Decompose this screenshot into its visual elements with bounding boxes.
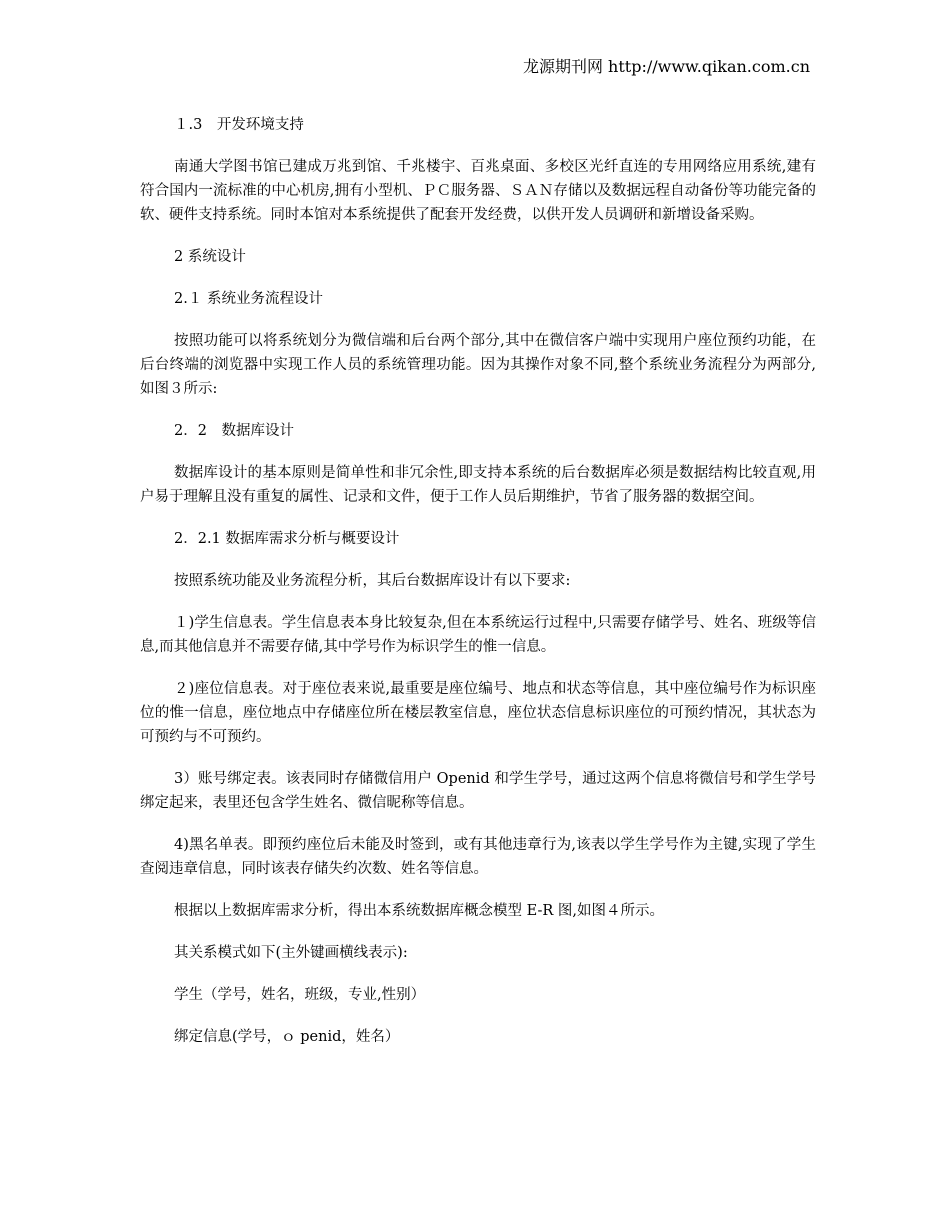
paragraph-dev-environment: 南通大学图书馆已建成万兆到馆、千兆楼宇、百兆桌面、多校区光纤直连的专用网络应用系统,建有符合国内一流标准的中心机房,拥有小型机、ＰＣ服务器、ＳＡＮ存储以及数据远程自动备份等功能完备的软、硬件支持系统。同时本馆对本系统提供了配套开发经费，以供开发人员调研和新增设备采购。 [140,159,816,223]
paragraph-blacklist-table: 4)黑名单表。即预约座位后未能及时签到，或有其他违章行为,该表以学生学号作为主键,实现了学生查阅违章信息，同时该表存储失约次数、姓名等信息。 [140,837,816,877]
page-header-source: 龙源期刊网 http://www.qikan.com.cn [522,57,810,76]
paragraph-requirements-intro: 按照系统功能及业务流程分析，其后台数据库设计有以下要求: [174,573,571,589]
section-heading-2-2-1: 2．2.1 数据库需求分析与概要设计 [174,531,400,547]
article-body [140,113,816,1067]
section-heading-2: 2 系统设计 [174,249,246,265]
paragraph-db-principles: 数据库设计的基本原则是简单性和非冗余性,即支持本系统的后台数据库必须是数据结构比较直观,用户易于理解且没有重复的属性、记录和文件，便于工作人员后期维护，节省了服务器的数据空间。 [140,465,816,505]
section-heading-2-1: 2.１ 系统业务流程设计 [174,291,323,307]
paragraph-relation-schema: 其关系模式如下(主外键画横线表示): [174,945,408,961]
paragraph-seat-table: ２)座位信息表。对于座位表来说,最重要是座位编号、地点和状态等信息，其中座位编号作为标识座位的惟一信息，座位地点中存储座位所在楼层教室信息，座位状态信息标识座位的可预约情况，其状态为可预约与不可预约。 [140,681,816,745]
paragraph-business-flow: 按照功能可以将系统划分为微信端和后台两个部分,其中在微信客户端中实现用户座位预约功能，在后台终端的浏览器中实现工作人员的系统管理功能。因为其操作对象不同,整个系统业务流程分为两部分,如图３所示: [140,333,816,397]
paragraph-student-table: １)学生信息表。学生信息表本身比较复杂,但在本系统运行过程中,只需要存储学号、姓名、班级等信息,而其他信息并不需要存储,其中学号作为标识学生的惟一信息。 [140,615,816,655]
section-heading-1-3: １.3 开发环境支持 [174,117,304,133]
paragraph-er-diagram: 根据以上数据库需求分析，得出本系统数据库概念模型 E-R 图,如图４所示。 [174,903,664,919]
paragraph-binding-table: 3）账号绑定表。该表同时存储微信用户 Openid 和学生学号，通过这两个信息将微信号和学生学号绑定起来，表里还包含学生姓名、微信昵称等信息。 [140,771,816,811]
section-heading-2-2: 2．2 数据库设计 [174,423,294,439]
paragraph-schema-student: 学生（学号，姓名，班级，专业,性别） [174,987,426,1003]
paragraph-schema-binding: 绑定信息(学号，ｏ penid，姓名） [174,1029,400,1045]
